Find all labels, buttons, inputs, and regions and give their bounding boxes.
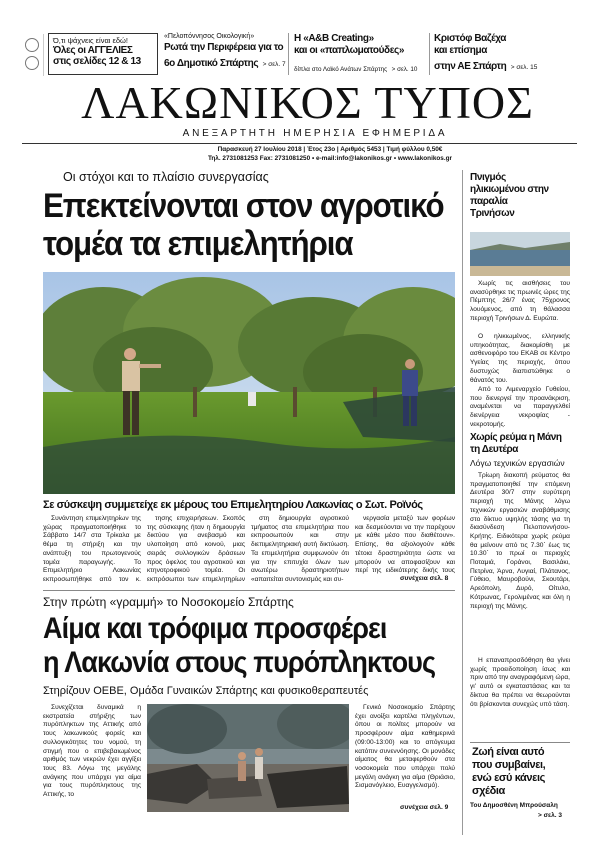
teaser-line: στην ΑΕ Σπάρτη	[434, 61, 507, 72]
masthead-rule	[22, 143, 577, 144]
teaser-kicker: «Πελοπόννησος Οικολογική»	[164, 33, 255, 40]
teaser-sub-wrap	[294, 58, 424, 76]
teaser-line: και οι «παπλωματούδες»	[294, 45, 405, 56]
burnt-cars-image	[147, 704, 349, 812]
section-rule	[43, 590, 455, 591]
second-kicker: Στην πρώτη «γραμμή» το Νοσοκομείο Σπάρτης	[43, 595, 294, 609]
second-col-3: Γενικό Νοσοκομείο Σπάρτης έχει ανοίξει καρτέλα πληγέντων, όπου οι πολίτες μπορούν να προσφέρουν αίμα καθημερινά (09:00-13:00) και το απόγευμα κατόπιν συνεννόησης. Οι μονάδες αίματος θα μεταφερθούν στα νοσοκομεία που υπάρχει πολύ μεγάλη ανάγκη για αίμα (Θριάσιο, Σισμανόγλειο, Ευαγγελισμό).	[355, 704, 455, 790]
teaser-classifieds[interactable]	[48, 33, 158, 75]
column-author: Του Δημοσθένη Μπρούσαλη	[470, 802, 558, 809]
masthead-title: ΛΑΚΩΝΙΚΟΣ ΤΥΠΟΣ	[81, 77, 534, 128]
lead-col-1: Συνάντηση επιμελητηρίων της χώρας πραγματοποιήθηκε το Σάββατο 14/7 στα Τρίκαλα με θέμα τη στήριξη και την ανάπτυξη του πρωτογενούς τομέα παραγωγής. Το Επιμελητήριο Λακωνίας εκπροσωπήθηκε από τον κ.	[43, 515, 141, 583]
teaser-line: Ρωτά την Περιφέρεια για το	[164, 42, 284, 53]
lead-headline: τομέα τα επιμελητήρια	[43, 225, 353, 263]
second-col-1: Συνεχίζεται δυναμικά η εκστρατεία στήριξης των πυρόπληκτων της Αττικής από τους λακωνικούς φορείς και συλλογικότητες του νομού, τη στιγμή που ο επιβεβαιωμένος αριθμός των νεκρών έχει αγγίξει τους 83. Λόγω της μεγάλης ανάγκης που υπάρχει για αίμα για τους πυρόπληκτους της Αττικής, το	[43, 704, 141, 799]
teaser-line: Η «Α&Β Creating»	[294, 33, 374, 44]
masthead-info-date: Παρασκευή 27 Ιουλίου 2018 | Έτος 23ο | Αριθμός 5453 | Τιμή φύλλου 0,50€	[217, 146, 443, 153]
sidebar-divider	[462, 170, 463, 835]
sidebar-logo-strip	[22, 34, 44, 76]
teaser-sub: δίπλα στο Λαϊκό Ανάτων Σπάρτης	[294, 66, 388, 73]
column-title-line: σχέδια	[472, 785, 505, 797]
second-subheadline: Στηρίζουν ΟΕΒΕ, Ομάδα Γυναικών Σπάρτης και φυσικοθεραπευτές	[43, 685, 369, 697]
teaser-vazeha[interactable]	[434, 33, 574, 75]
fire-photo	[147, 704, 349, 812]
teaser-divider	[429, 33, 430, 75]
column-title	[472, 746, 572, 798]
teaser-creating[interactable]	[294, 33, 424, 75]
teaser-line: στις σελίδες 12 & 13	[53, 56, 141, 67]
beach-photo	[470, 232, 570, 276]
lead-continued-link[interactable]: συνέχεια σελ. 8	[400, 575, 449, 582]
logo-icon	[25, 38, 39, 52]
column-title-line: που συμβαίνει,	[472, 759, 546, 771]
lead-photo-caption: Σε σύσκεψη συμμετείχε εκ μέρους του Επιμελητηρίου Λακωνίας ο Σωτ. Ροϊνός	[43, 499, 423, 511]
second-headline: Αίμα και τρόφιμα προσφέρει	[43, 612, 387, 645]
beach-image	[470, 232, 570, 276]
teaser-periferia[interactable]	[164, 33, 284, 75]
column-title-line: ενώ εσύ κάνεις	[472, 772, 545, 784]
column-title-line: Ζωή είναι αυτό	[472, 746, 545, 758]
sidebar-story1-p3: Από το Λιμεναρχείο Γυθείου, που διενεργεί την προανάκριση, αναμένεται να παραγγελθεί διενέργεια νεκροψίας - νεκροτομής.	[470, 386, 570, 428]
lead-col-4: νεργασία μεταξύ των φορέων και δεσμεύονται να την παρέχουν με κάθε μέσο που διαθέτουν». Επίσης, θα αξιολογούν κάθε τέτοια δραστηριότητα ώστε να μπορούν να αποφασίζουν και περί της ειδικότερης δικής τους	[355, 515, 455, 575]
sidebar-story1-title: Πνιγμός ηλικιωμένου στην παραλία Τρινήσων	[470, 172, 549, 219]
sidebar-story1-p1: Χωρίς τις αισθήσεις του ανασύρθηκε τις πρωινές ώρες της Πέμπτης 26/7 ένας 75χρονος λουόμενος, από τη θάλασσα περιοχή Τρινήσων Δ. Ευρώτα.	[470, 280, 570, 322]
teaser-line: και επίσημα	[434, 45, 487, 56]
sidebar-story1-p2: Ο ηλικιωμένος, ελληνικής υπηκοότητας, διακομίσθη με ασθενοφόρο του ΕΚΑΒ σε Κέντρο Υγείας της περιοχής, όπου δυστυχώς διαπιστώθηκε ο θάνατός του.	[470, 333, 570, 384]
teaser-line: 6ο Δημοτικό Σπάρτης	[164, 58, 259, 69]
masthead-subtitle: ΑΝΕΞΑΡΤΗΤΗ ΗΜΕΡΗΣΙΑ ΕΦΗΜΕΡΙΔΑ	[182, 128, 448, 139]
teaser-page: > σελ. 15	[510, 64, 538, 71]
teaser-line: Όλες οι ΑΓΓΕΛΙΕΣ	[53, 45, 133, 56]
sidebar-story2-title: Χωρίς ρεύμα η Μάνη τη Δευτέρα	[470, 432, 562, 455]
lead-headline: Επεκτείνονται στον αγροτικό	[43, 187, 444, 225]
teaser-line-wrap	[434, 56, 574, 74]
sidebar-story2-p1: Τρίωρη διακοπή ρεύματος θα πραγματοποιηθεί την επόμενη Δευτέρα 30/7 στην ευρύτερη περιοχή της Μάνης λόγω τεχνικών εργασιών αναβάθμισης στο δίκτυο υψηλής τάσης για τη διασύνδεση Πελοποννήσου-Κρήτης. Ειδικότερα χωρίς ρεύμα θα μείνουν από τις 7.30΄ έως τις 10.30΄ το πρωί οι περιοχές Ποταμιά, Γοράνοι, Βασιλάκι, Πετρίνα, Άρνα, Λυγιαί, Πλάτανος, Γύθειο, Μαυροβούνι, Σκουτάρι, Αρεόπολη, Δυρό, Οίτυλο, Κότρωνας, Γερολιμένας και όλη η περιοχή της Μάνης.	[470, 472, 570, 610]
teaser-divider	[288, 33, 289, 75]
logo-icon	[25, 56, 39, 70]
second-headline: η Λακωνία στους πυρόπληκτους	[43, 646, 436, 679]
masthead-info-contact: Τηλ. 2731081253 Fax: 2731081250 • e-mail:info@lakonikos.gr • www.lakonikos.gr	[207, 155, 453, 162]
sidebar-story2-p2: Η επαναπροσδόθηση θα γίνει χωρίς προειδοποίηση ίσως και πριν από την αναγραφόμενη ώρα, γι' αυτό οι εγκαταστάσεις και τα δίκτυα θα πρέπει να θεωρούνται ότι βρίσκονται συνεχώς υπό τάση.	[470, 657, 570, 708]
teaser-page: > σελ. 7	[262, 61, 286, 68]
olive-harvest-image	[43, 272, 455, 494]
teaser-line: Κριστόφ Βαζέχα	[434, 33, 506, 44]
lead-col-2: τησης επιχειρήσεων. Σκοπός της σύσκεψης ήταν η δημιουργία δικτύου για ανεβασμό και υλοποίηση από κοινού, μιας σειράς συλλογικών δράσεων προς όφελος του αγροτικού και κτηνοτροφικού τομέα. Οι εκπρόσωποι των επιμελητηρίων	[147, 515, 245, 583]
sidebar-story2-sub: Λόγω τεχνικών εργασιών	[470, 458, 565, 468]
teaser-line: Ό,τι ψάχνεις είναι εδώ!	[53, 36, 128, 45]
teaser-page: > σελ. 10	[391, 66, 418, 73]
sidebar-rule	[470, 742, 570, 743]
second-continued-link[interactable]: συνέχεια σελ. 9	[400, 804, 449, 811]
lead-col-3: στη δημιουργία αγροτικού τμήματος στα επιμελητήρια που εκπροσωπούν και στην διεπιμελητηριακή αυτή δικτύωση. Τα επιμελητήρια συμφωνούν ότι για την επιτυχία όλων των ανωτέρω δραστηριοτήτων «απαιτείται συντονισμός και συ-	[251, 515, 349, 583]
column-page-link[interactable]: > σελ. 3	[538, 812, 562, 819]
lead-kicker: Οι στόχοι και το πλαίσιο συνεργασίας	[63, 170, 269, 184]
teaser-line-wrap	[164, 53, 284, 71]
lead-photo	[43, 272, 455, 494]
